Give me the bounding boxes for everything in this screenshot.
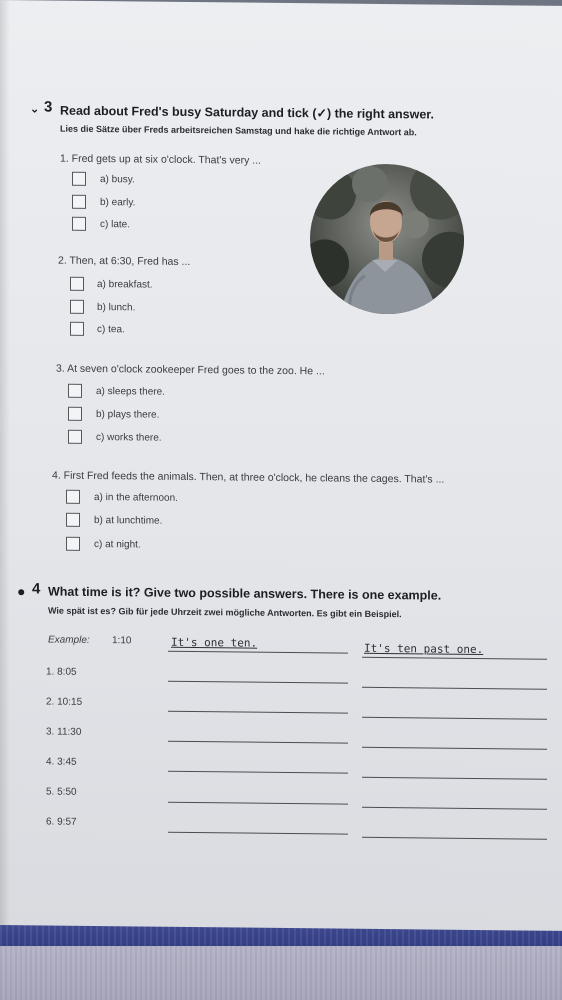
option-q3-a: a) sleeps there. [96,386,165,398]
arrow-bullet-icon: ⌄ [30,103,40,116]
example-answer-1: It's one ten. [171,635,258,650]
example-answer-2: It's ten past one. [364,641,484,657]
answer-line-2a[interactable] [168,711,348,714]
checkbox-q1-a[interactable] [72,172,86,186]
exercise3-subtitle: Lies die Sätze über Freds arbeitsreichen Samstag und hake die richtige Antwort ab. [60,123,417,138]
option-q4-b: b) at lunchtime. [94,514,163,527]
option-q3-c: c) works there. [96,432,162,444]
option-q2-a: a) breakfast. [97,279,153,291]
time-item-6: 6. 9:57 [46,816,77,828]
time-item-2: 2. 10:15 [46,696,83,708]
answer-line-5a[interactable] [168,802,348,805]
exercise4-number: 4 [32,580,41,598]
checkbox-q3-c[interactable] [68,430,82,444]
option-q2-b: b) lunch. [97,302,136,314]
answer-line-6a[interactable] [168,832,348,835]
time-item-3: 3. 11:30 [46,726,82,738]
answer-line-6b[interactable] [362,837,547,840]
checkbox-q2-c[interactable] [70,322,84,336]
dot-bullet-icon: ● [17,583,26,600]
checkbox-q2-b[interactable] [70,300,84,314]
answer-line-3a[interactable] [168,741,348,744]
question-3: 3. At seven o'clock zookeeper Fred goes to the zoo. He ... [56,362,325,378]
time-item-5: 5. 5:50 [46,786,77,798]
question-1: 1. Fred gets up at six o'clock. That's very ... [60,152,262,167]
checkbox-q3-b[interactable] [68,407,82,421]
question-2: 2. Then, at 6:30, Fred has ... [58,254,191,268]
option-q3-b: b) plays there. [96,409,160,421]
checkbox-q2-a[interactable] [70,277,84,291]
answer-line-3b[interactable] [362,747,547,750]
paper-edge-shadow [0,0,10,925]
exercise3-number: 3 [44,98,53,116]
option-q1-c: c) late. [100,219,131,231]
answer-line-1b[interactable] [362,687,547,690]
example-line-1 [168,651,348,654]
exercise4-title: What time is it? Give two possible answers. There is one example. [48,584,442,603]
question-4: 4. First Fred feeds the animals. Then, at three o'clock, he cleans the cages. That's ... [52,469,445,486]
answer-line-5b[interactable] [362,807,547,810]
option-q1-a: a) busy. [100,174,135,186]
option-q2-c: c) tea. [97,324,125,336]
checkbox-q4-a[interactable] [66,490,80,504]
answer-line-4b[interactable] [362,777,547,780]
checkbox-q4-b[interactable] [66,513,80,527]
fred-portrait [310,163,464,315]
option-q1-b: b) early. [100,197,136,209]
answer-line-2b[interactable] [362,717,547,720]
exercise4-subtitle: Wie spät ist es? Gib für jede Uhrzeit zwei mögliche Antworten. Es gibt ein Beispiel. [48,605,402,620]
example-line-2 [362,657,547,660]
checkbox-q4-c[interactable] [66,537,80,551]
answer-line-1a[interactable] [168,681,348,684]
time-item-4: 4. 3:45 [46,756,77,768]
answer-line-4a[interactable] [168,771,348,774]
exercise3-title: Read about Fred's busy Saturday and tick (✓) the right answer. [60,103,434,122]
option-q4-a: a) in the afternoon. [94,491,178,504]
checkbox-q1-c[interactable] [72,217,86,231]
checkbox-q1-b[interactable] [72,195,86,209]
checkbox-q3-a[interactable] [68,384,82,398]
example-label: Example: [48,634,90,646]
option-q4-c: c) at night. [94,538,141,551]
table-surface [0,946,562,1000]
example-time: 1:10 [112,635,132,647]
time-item-1: 1. 8:05 [46,666,77,678]
